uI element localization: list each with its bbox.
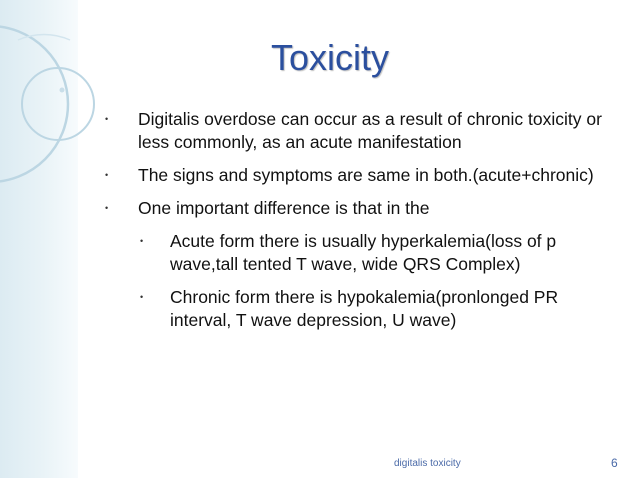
bullet-list (100, 108, 620, 342)
bullet-text: Digitalis overdose can occur as a result of chronic toxicity or less commonly, as an acute manifestation (138, 109, 602, 152)
bullet-text: Chronic form there is hypokalemia(pronlonged PR interval, T wave depression, U wave) (170, 287, 559, 330)
bullet-dot: • (105, 114, 109, 124)
decorative-dot (60, 88, 65, 93)
bullet-text: The signs and symptoms are same in both.(acute+chronic) (138, 165, 594, 185)
bullet-dot: • (105, 203, 109, 213)
bullet-item (100, 164, 620, 187)
bullet-dot: • (140, 292, 144, 302)
bullet-text: Acute form there is usually hyperkalemia(loss of p wave,tall tented T wave, wide QRS Complex) (170, 231, 557, 274)
page-number: 6 (611, 456, 618, 470)
slide-title: Toxicity (270, 37, 390, 78)
footer-text: digitalis toxicity (394, 458, 461, 469)
bullet-dot: • (105, 170, 109, 180)
bullet-item (100, 108, 620, 154)
sub-bullet-item (100, 286, 620, 332)
bullet-dot: • (140, 236, 144, 246)
bullet-item (100, 197, 620, 220)
bullet-text: One important difference is that in the (138, 198, 430, 218)
sub-bullet-item (100, 230, 620, 276)
